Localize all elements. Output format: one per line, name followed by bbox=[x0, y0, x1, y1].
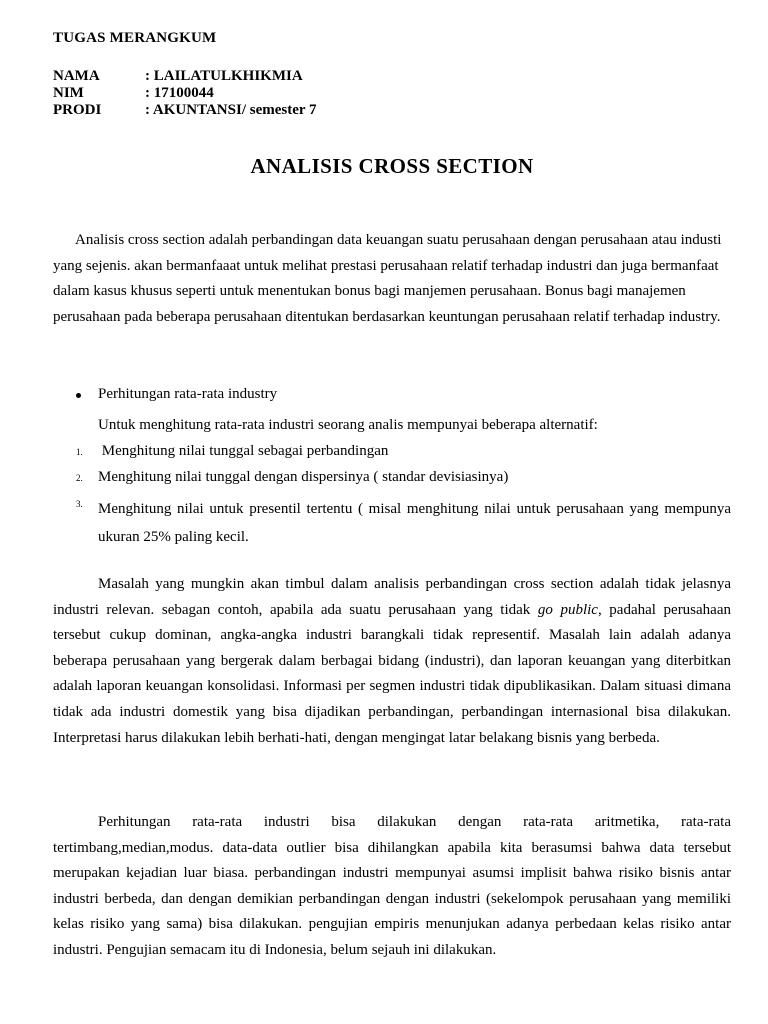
info-value: : 17100044 bbox=[145, 85, 214, 101]
paragraph-calculation: Perhitungan rata-rata industri bisa dilakukan dengan rata-rata aritmetika, rata-rata tertimbang,median,modus. data-data outlier bisa dihilangkan apabila kita berasumsi bahwa data tersebut merupakan kejadian luar biasa. perbandingan industri mempunyai asumsi implisit bahwa risiko bisnis antar industri berbeda, dan dengan demikian perbandingan dengan industri (sekelompok perusahaan yang memiliki kelas risiko yang sama) bisa dilakukan. pengujian empiris menunjukan adanya perbedaan kelas risiko antar industri. Pengujian semacam itu di Indonesia, belum sejauh ini dilakukan. bbox=[53, 814, 731, 958]
list-item-text: Menghitung nilai untuk presentil tertentu ( misal menghitung nilai untuk perusahaan yang mempunya ukuran 25% paling kecil. bbox=[98, 501, 731, 545]
bullet-label: Perhitungan rata-rata industry bbox=[98, 386, 278, 402]
list-marker: 2. bbox=[76, 473, 83, 483]
list-marker: 1. bbox=[76, 447, 83, 457]
bullet-description: Untuk menghitung rata-rata industri seorang analis mempunyai beberapa alternatif: bbox=[98, 417, 598, 433]
info-value: : AKUNTANSI/ semester 7 bbox=[145, 102, 317, 118]
info-row-nim bbox=[53, 85, 214, 102]
paragraph-text: , padahal perusahaan tersebut cukup dominan, angka-angka industri barangkali tidak representif. Masalah lain adalah adanya beberapa perusahaan yang bergerak dalam berbagai bidang (industri), dan laporan keuangan yang diterbitkan adalah laporan keuangan konsolidasi. Informasi per segmen industri tidak dipublikasikan. Dalam situasi dimana tidak ada industri domestik yang bisa dijadikan perbandingan, perbandingan internasional bisa dilakukan. Interpretasi harus dilakukan lebih berhati-hati, dengan mengingat latar belakang bisnis yang berbeda. bbox=[53, 601, 731, 746]
info-row-prodi bbox=[53, 102, 317, 119]
list-item-text: Menghitung nilai tunggal sebagai perbandingan bbox=[98, 443, 389, 459]
intro-paragraph: Analisis cross section adalah perbandingan data keuangan suatu perusahaan dengan perusahaan atau industi yang sejenis. akan bermanfaaat untuk melihat prestasi perusahaan relatif terhadap industri dan juga bermanfaat dalam kasus khusus seperti untuk menentukan bonus bagi manjemen perusahaan. Bonus bagi manajemen perusahaan pada beberapa perusahaan ditentukan berdasarkan keuntungan perusahaan relatif terhadap industry. bbox=[53, 232, 722, 326]
italic-term: go public bbox=[537, 601, 598, 618]
info-label: PRODI bbox=[53, 102, 102, 118]
info-row-nama bbox=[53, 68, 303, 85]
info-value: : LAILATULKHIKMIA bbox=[145, 68, 303, 84]
info-label: NAMA bbox=[53, 68, 100, 84]
paragraph-text: Masalah yang mungkin akan timbul dalam analisis perbandingan cross section adalah tidak jelasnya industri relevan. sebagan contoh, apabila ada suatu perusahaan yang tidak bbox=[53, 576, 731, 618]
list-item-text: Menghitung nilai tunggal dengan dispersinya ( standar devisiasinya) bbox=[98, 469, 509, 485]
bullet-dot-icon bbox=[76, 393, 81, 398]
paragraph-problems bbox=[53, 572, 731, 751]
assignment-title: TUGAS MERANGKUM bbox=[53, 30, 217, 46]
list-marker: 3. bbox=[76, 499, 83, 509]
document-title: ANALISIS CROSS SECTION bbox=[250, 154, 534, 178]
info-label: NIM bbox=[53, 85, 84, 101]
